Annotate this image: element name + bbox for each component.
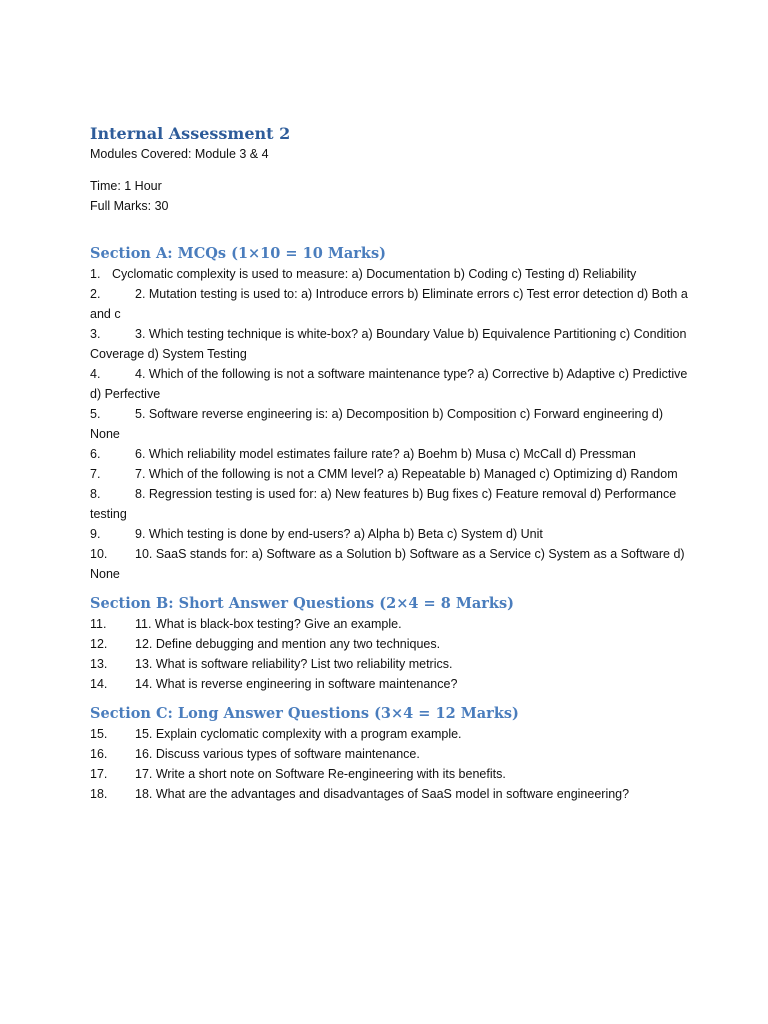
- question-text: 13. What is software reliability? List two reliability metrics.: [135, 657, 453, 671]
- question-item: [90, 614, 690, 634]
- question-text: 15. Explain cyclomatic complexity with a program example.: [135, 727, 462, 741]
- section-b-question-list: [90, 614, 690, 694]
- question-item: [90, 724, 690, 744]
- question-item: [90, 784, 690, 804]
- question-text: 16. Discuss various types of software maintenance.: [135, 747, 420, 761]
- question-text: 4. Which of the following is not a software maintenance type? a) Corrective b) Adaptive c) Predictive d) Perfective: [90, 367, 688, 401]
- question-item: [90, 524, 690, 544]
- question-text: 8. Regression testing is used for: a) New features b) Bug fixes c) Feature removal d) Performance testing: [90, 487, 677, 521]
- question-number: 6.: [90, 447, 101, 461]
- question-item: [90, 744, 690, 764]
- document-title: Internal Assessment 2: [90, 124, 291, 143]
- question-number: 18.: [90, 787, 108, 801]
- exam-time: Time: 1 Hour: [90, 179, 162, 193]
- question-text: 17. Write a short note on Software Re-engineering with its benefits.: [135, 767, 506, 781]
- question-number: 12.: [90, 637, 108, 651]
- section-a-heading: Section A: MCQs (1×10 = 10 Marks): [90, 245, 386, 262]
- question-item: [90, 674, 690, 694]
- question-item: [90, 444, 690, 464]
- question-item: [90, 324, 690, 364]
- question-text: 12. Define debugging and mention any two techniques.: [135, 637, 441, 651]
- question-item: [90, 284, 690, 324]
- question-item: [90, 634, 690, 654]
- section-a-question-list: [90, 264, 690, 584]
- question-number: 5.: [90, 407, 101, 421]
- question-number: 16.: [90, 747, 108, 761]
- question-text: 10. SaaS stands for: a) Software as a Solution b) Software as a Service c) System as a Software d) None: [90, 547, 685, 581]
- question-text: 2. Mutation testing is used to: a) Introduce errors b) Eliminate errors c) Test error detection d) Both a and c: [90, 287, 688, 321]
- question-number: 17.: [90, 767, 108, 781]
- question-number: 13.: [90, 657, 108, 671]
- question-number: 7.: [90, 467, 101, 481]
- question-number: 2.: [90, 287, 101, 301]
- question-number: 4.: [90, 367, 101, 381]
- question-text: 11. What is black-box testing? Give an example.: [135, 617, 402, 631]
- question-item: [90, 544, 690, 584]
- question-item: [90, 764, 690, 784]
- question-text: 6. Which reliability model estimates failure rate? a) Boehm b) Musa c) McCall d) Pressman: [135, 447, 636, 461]
- modules-covered: Modules Covered: Module 3 & 4: [90, 147, 269, 161]
- question-number: 11.: [90, 617, 107, 631]
- document-body: [90, 124, 690, 804]
- question-number: 9.: [90, 527, 101, 541]
- question-item: [90, 654, 690, 674]
- question-item: [90, 484, 690, 524]
- question-number: 14.: [90, 677, 108, 691]
- question-item: [90, 364, 690, 404]
- section-b-heading: Section B: Short Answer Questions (2×4 = 8 Marks): [90, 595, 514, 612]
- question-text: 7. Which of the following is not a CMM level? a) Repeatable b) Managed c) Optimizing d) Random: [135, 467, 678, 481]
- question-text: Cyclomatic complexity is used to measure: a) Documentation b) Coding c) Testing d) Reliability: [112, 267, 637, 281]
- question-number: 15.: [90, 727, 108, 741]
- section-c-question-list: [90, 724, 690, 804]
- question-text: 3. Which testing technique is white-box? a) Boundary Value b) Equivalence Partitioning c) Condition Coverage d) System Testing: [90, 327, 687, 361]
- question-number: 1.: [90, 267, 101, 281]
- question-text: 5. Software reverse engineering is: a) Decomposition b) Composition c) Forward engineering d) None: [90, 407, 664, 441]
- question-item: [90, 464, 690, 484]
- question-number: 10.: [90, 547, 108, 561]
- question-item: [90, 404, 690, 444]
- question-text: 9. Which testing is done by end-users? a) Alpha b) Beta c) System d) Unit: [135, 527, 543, 541]
- question-item: [90, 264, 690, 284]
- section-c-heading: Section C: Long Answer Questions (3×4 = 12 Marks): [90, 705, 519, 722]
- question-number: 3.: [90, 327, 101, 341]
- question-text: 14. What is reverse engineering in software maintenance?: [135, 677, 458, 691]
- full-marks: Full Marks: 30: [90, 199, 169, 213]
- question-text: 18. What are the advantages and disadvantages of SaaS model in software engineering?: [135, 787, 630, 801]
- question-number: 8.: [90, 487, 101, 501]
